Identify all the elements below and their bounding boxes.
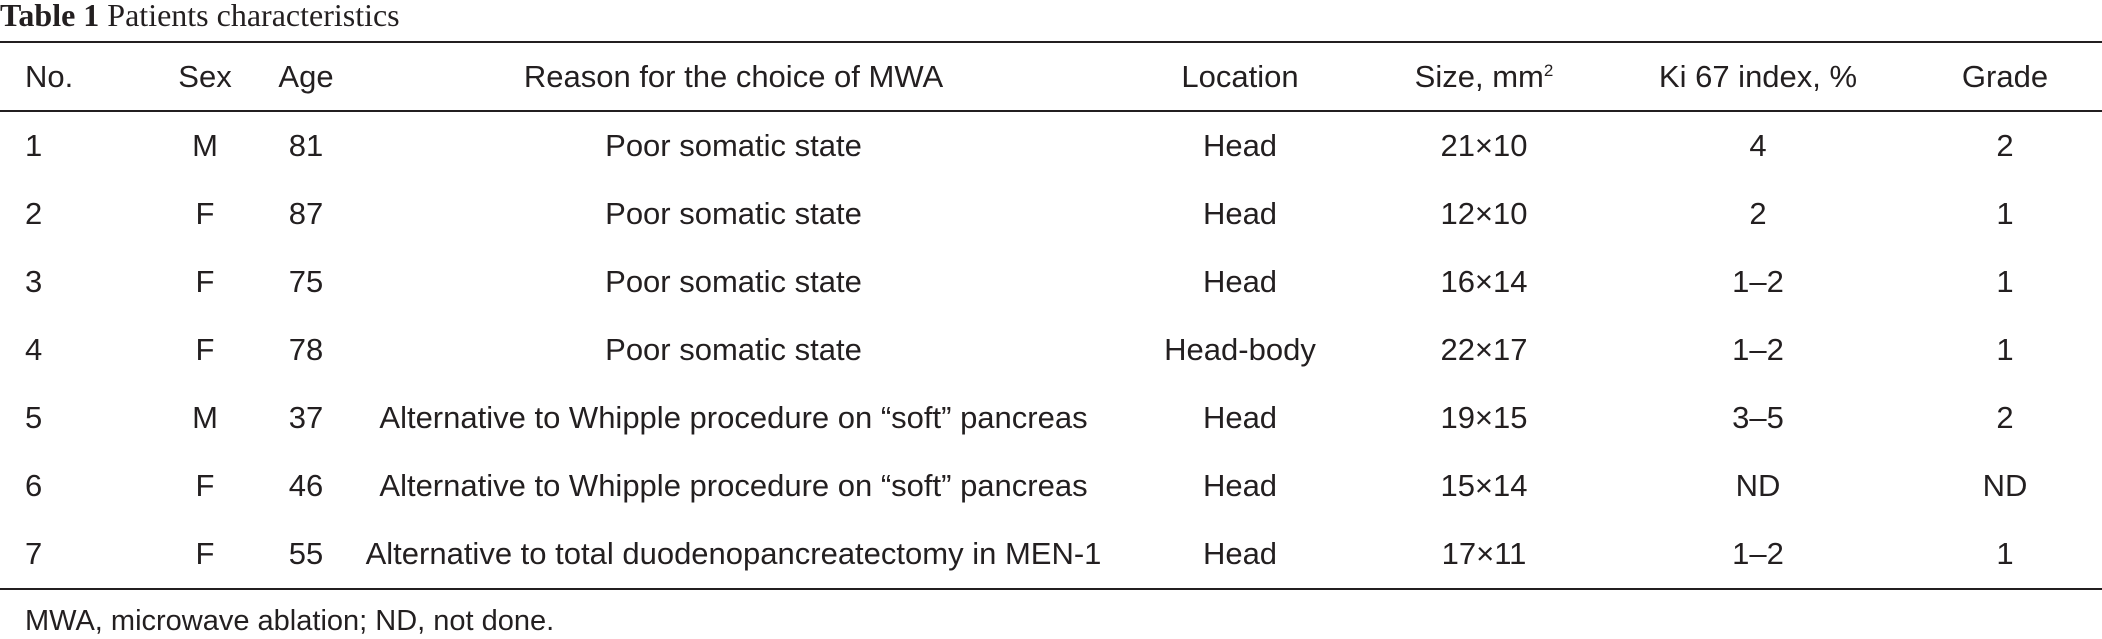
cell-size: 15×14 (1440, 468, 1528, 503)
header-row (0, 42, 2102, 111)
cell-reason: Poor somatic state (605, 196, 862, 231)
cell-age: 46 (288, 468, 324, 503)
cell-no: 5 (25, 400, 43, 435)
cell-grade: 2 (1996, 128, 2014, 163)
cell-no: 7 (25, 536, 43, 571)
table-body (0, 111, 2102, 589)
patients-table (0, 41, 2102, 590)
table-caption (0, 0, 400, 36)
cell-age: 81 (288, 128, 324, 163)
cell-size: 19×15 (1440, 400, 1528, 435)
header-size (1360, 42, 1608, 111)
cell-no: 3 (25, 264, 43, 299)
header-sex: Sex (178, 58, 232, 94)
cell-location: Head (1202, 196, 1278, 231)
cell-no: 6 (25, 468, 43, 503)
header-reason: Reason for the choice of MWA (523, 58, 944, 94)
cell-no: 4 (25, 332, 43, 367)
header-location: Location (1181, 58, 1299, 94)
cell-age: 78 (288, 332, 324, 367)
cell-location: Head (1202, 128, 1278, 163)
cell-reason: Poor somatic state (605, 128, 862, 163)
cell-age: 87 (288, 196, 324, 231)
cell-reason: Poor somatic state (605, 264, 862, 299)
cell-size: 17×11 (1441, 536, 1527, 571)
cell-ki67: 1–2 (1732, 264, 1784, 299)
table-title: Patients characteristics (107, 0, 400, 33)
table-row (0, 384, 2102, 452)
cell-no: 2 (25, 196, 43, 231)
cell-ki67: ND (1735, 468, 1781, 503)
table-row (0, 180, 2102, 248)
cell-reason: Alternative to Whipple procedure on “soft” pancreas (379, 400, 1088, 435)
cell-size: 22×17 (1440, 332, 1528, 367)
cell-sex: F (195, 468, 215, 503)
cell-sex: F (195, 264, 215, 299)
header-size-label: Size, mm (1414, 58, 1544, 94)
header-grade: Grade (1961, 58, 2049, 94)
cell-grade: 1 (1996, 196, 2014, 231)
cell-reason: Alternative to total duodenopancreatectomy in MEN-1 (365, 536, 1102, 571)
cell-size: 12×10 (1440, 196, 1528, 231)
cell-sex: M (192, 400, 218, 435)
cell-sex: F (195, 536, 215, 571)
cell-location: Head (1202, 536, 1278, 571)
table-label: Table 1 (0, 0, 100, 33)
cell-sex: F (195, 332, 215, 367)
cell-size: 16×14 (1440, 264, 1528, 299)
cell-ki67: 2 (1749, 196, 1767, 231)
header-ki67: Ki 67 index, % (1658, 58, 1858, 94)
cell-age: 37 (288, 400, 324, 435)
cell-reason: Alternative to Whipple procedure on “soft” pancreas (379, 468, 1088, 503)
table-header (0, 42, 2102, 111)
cell-grade: 1 (1996, 536, 2014, 571)
header-no: No. (25, 58, 74, 94)
table-row (0, 452, 2102, 520)
cell-ki67: 4 (1749, 128, 1767, 163)
cell-grade: 2 (1996, 400, 2014, 435)
table-row (0, 111, 2102, 180)
cell-sex: F (195, 196, 215, 231)
cell-age: 55 (288, 536, 324, 571)
cell-no: 1 (25, 128, 43, 163)
table-row (0, 316, 2102, 384)
cell-reason: Poor somatic state (605, 332, 862, 367)
cell-grade: 1 (1996, 264, 2014, 299)
cell-ki67: 1–2 (1732, 536, 1784, 571)
cell-location: Head (1202, 264, 1278, 299)
cell-age: 75 (288, 264, 324, 299)
cell-size: 21×10 (1440, 128, 1528, 163)
cell-ki67: 3–5 (1732, 400, 1784, 435)
table-row (0, 248, 2102, 316)
cell-location: Head (1202, 400, 1278, 435)
table-row (0, 520, 2102, 589)
header-size-superscript: 2 (1543, 60, 1554, 80)
cell-location: Head (1202, 468, 1278, 503)
header-age: Age (278, 58, 334, 94)
cell-location: Head-body (1164, 332, 1316, 367)
cell-ki67: 1–2 (1732, 332, 1784, 367)
cell-grade: ND (1982, 468, 2028, 503)
cell-sex: M (192, 128, 218, 163)
cell-grade: 1 (1996, 332, 2014, 367)
table-footnote: MWA, microwave ablation; ND, not done. (25, 605, 555, 637)
